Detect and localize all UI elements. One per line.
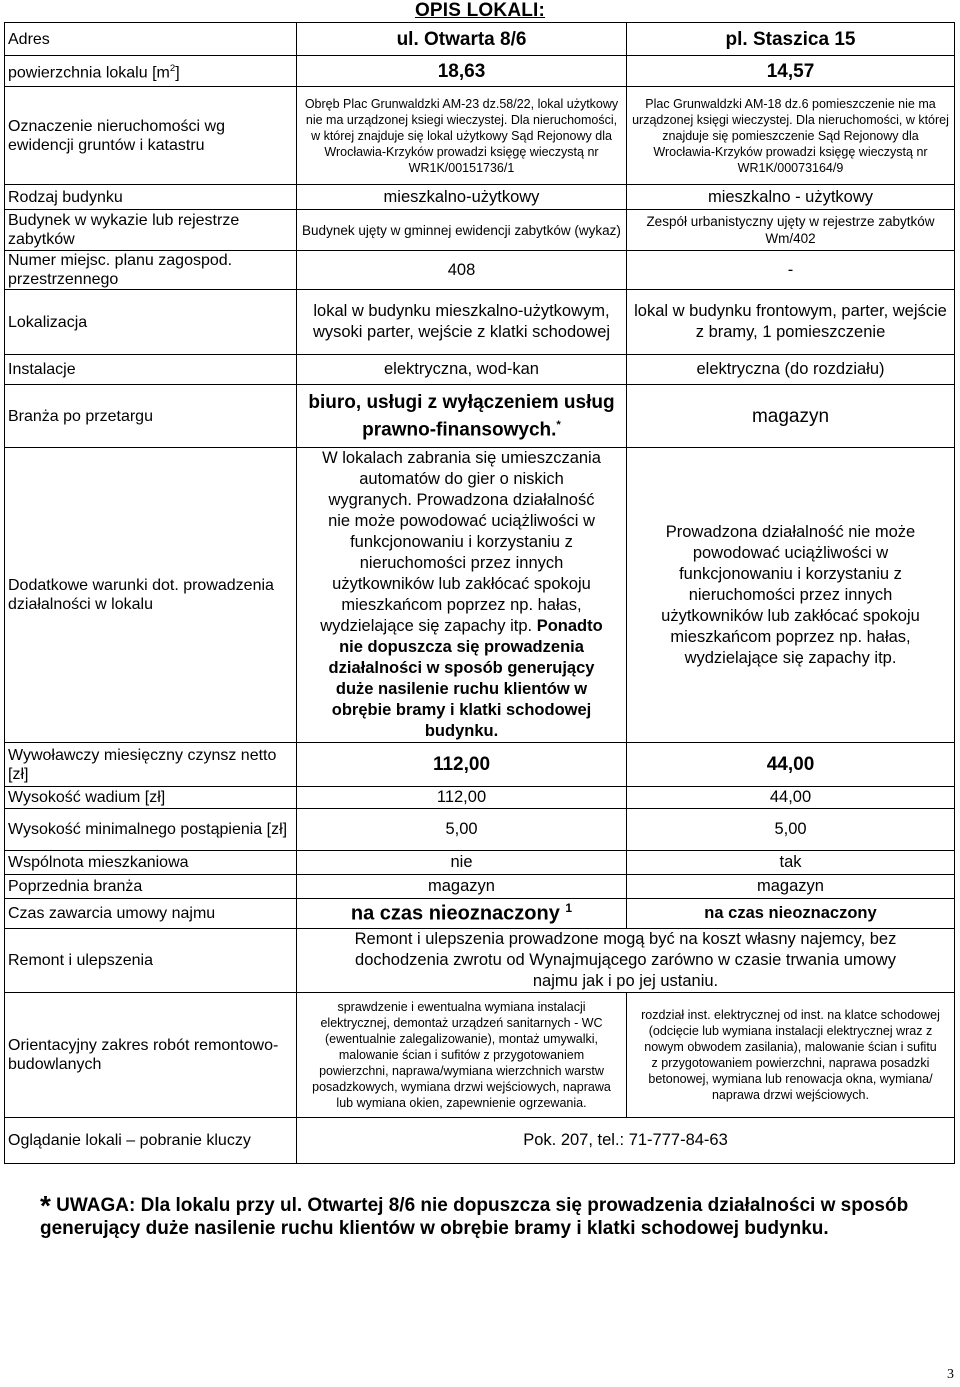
row-wadium: [5, 787, 955, 809]
branza-2: magazyn: [627, 385, 955, 448]
label-postapienie: Wysokość minimalnego postąpienia [zł]: [5, 809, 297, 851]
row-branza: [5, 385, 955, 448]
label-powierzchnia: powierzchnia lokalu $[m^2]$: [5, 56, 297, 87]
row-budynek: [5, 210, 955, 251]
oznaczenie-2: Plac Grunwaldzki AM-18 dz.6 pomieszczenie nie ma urządzonej księgi wieczystej. Dla nieruchomości, w której znajduje się pomieszczenie Sąd Rejonowy dla Wrocławia-Krzyków prowadzi księgę wieczystą nr WR1K/00073164/9: [627, 87, 955, 185]
ogladanie-value: Pok. 207, tel.: 71-777-84-63: [297, 1118, 955, 1164]
label-oznaczenie: Oznaczenie nieruchomości wg ewidencji gruntów i katastru: [5, 87, 297, 185]
label-lokalizacja: Lokalizacja: [5, 290, 297, 355]
lokalizacja-1: lokal w budynku mieszkalno-użytkowym, wysoki parter, wejście z klatki schodowej: [297, 290, 627, 355]
wadium-2: 44,00: [627, 787, 955, 809]
row-wspolnota: [5, 851, 955, 875]
page-title: OPIS LOKALI:: [414, 0, 546, 21]
poprzednia-1: magazyn: [297, 875, 627, 899]
lokalizacja-2: lokal w budynku frontowym, parter, wejście z bramy, 1 pomieszczenie: [627, 290, 955, 355]
budynek-1: Budynek ujęty w gminnej ewidencji zabytków (wykaz): [297, 210, 627, 251]
czynsz-1: 112,00: [297, 743, 627, 787]
oznaczenie-1: Obręb Plac Grunwaldzki AM-23 dz.58/22, lokal użytkowy nie ma urządzonej ksiegi wieczystej. Dla nieruchomości, w której znajduje się lokal użytkowy Sąd Rejonowy dla Wrocławia-Krzyków prowadzi księgę wieczystą nr WR1K/00151736/1: [297, 87, 627, 185]
row-adres: [5, 23, 955, 56]
label-wspolnota: Wspólnota mieszkaniowa: [5, 851, 297, 875]
rodzaj-2: mieszkalno - użytkowy: [627, 185, 955, 210]
row-postapienie: [5, 809, 955, 851]
powierzchnia-1: 18,63: [297, 56, 627, 87]
czas-2: na czas nieoznaczony: [627, 899, 955, 929]
czas-1: na czas nieoznaczony $^1$: [297, 899, 627, 929]
czynsz-2: 44,00: [627, 743, 955, 787]
row-lokalizacja: [5, 290, 955, 355]
row-powierzchnia: [5, 56, 955, 87]
branza-1: biuro, usługi z wyłączeniem usług prawno-finansowych.*: [297, 385, 627, 448]
row-rodzaj: [5, 185, 955, 210]
label-ogladanie: Oglądanie lokali – pobranie kluczy: [5, 1118, 297, 1164]
poprzednia-2: magazyn: [627, 875, 955, 899]
row-poprzednia: [5, 875, 955, 899]
wspolnota-1: nie: [297, 851, 627, 875]
label-dodatkowe: Dodatkowe warunki dot. prowadzenia działalności w lokalu: [5, 448, 297, 743]
powierzchnia-2: 14,57: [627, 56, 955, 87]
label-rodzaj: Rodzaj budynku: [5, 185, 297, 210]
warning-note: * UWAGA: Dla lokalu przy ul. Otwartej 8/6 nie dopuszcza się prowadzenia działalności w sposób generujący duże nasilenie ruchu klientów w obrębie bramy i klatki schodowej budynku.: [40, 1190, 909, 1239]
label-remont: Remont i ulepszenia: [5, 929, 297, 993]
label-branza: Branża po przetargu: [5, 385, 297, 448]
budynek-2: Zespół urbanistyczny ujęty w rejestrze zabytków Wm/402: [627, 210, 955, 251]
wspolnota-2: tak: [627, 851, 955, 875]
postapienie-1: 5,00: [297, 809, 627, 851]
label-wadium: Wysokość wadium [zł]: [5, 787, 297, 809]
label-zakres: Orientacyjny zakres robót remontowo-budowlanych: [5, 993, 297, 1118]
adres-1: ul. Otwarta 8/6: [297, 23, 627, 56]
label-poprzednia: Poprzednia branża: [5, 875, 297, 899]
row-czynsz: [5, 743, 955, 787]
remont-value: Remont i ulepszenia prowadzone mogą być na koszt własny najemcy, bez dochodzenia zwrotu od Wynajmującego zarówno w czasie trwania umowy najmu jak i po jej ustaniu.: [297, 929, 955, 993]
numer-1: 408: [297, 251, 627, 290]
dodatkowe-1: W lokalach zabrania się umieszczania automatów do gier o niskich wygranych. Prowadzona działalność nie może powodować uciążliwości w funkcjonowaniu i korzystaniu z nieruchomości przez innych użytkowników lub zakłócać spokoju mieszkańcom poprzez np. hałas, wydzielające się zapachy itp. Ponadto nie dopuszcza się prowadzenia działalności w sposób generujący duże nasilenie ruchu klientów w obrębie bramy i klatki schodowej budynku.: [297, 448, 627, 743]
row-numer: [5, 251, 955, 290]
label-budynek: Budynek w wykazie lub rejestrze zabytków: [5, 210, 297, 251]
row-oznaczenie: [5, 87, 955, 185]
label-czynsz: Wywoławczy miesięczny czynsz netto [zł]: [5, 743, 297, 787]
rodzaj-1: mieszkalno-użytkowy: [297, 185, 627, 210]
premises-table: [4, 22, 955, 1164]
row-instalacje: [5, 355, 955, 385]
row-ogladanie: [5, 1118, 955, 1164]
postapienie-2: 5,00: [627, 809, 955, 851]
instalacje-1: elektryczna, wod-kan: [297, 355, 627, 385]
numer-2: -: [627, 251, 955, 290]
label-adres: Adres: [5, 23, 297, 56]
wadium-1: 112,00: [297, 787, 627, 809]
dodatkowe-2: Prowadzona działalność nie może powodować uciążliwości w funkcjonowaniu i korzystaniu z nieruchomości przez innych użytkowników lub zakłócać spokoju mieszkańcom poprzez np. hałas, wydzielające się zapachy itp.: [627, 448, 955, 743]
label-czas: Czas zawarcia umowy najmu: [5, 899, 297, 929]
zakres-1: sprawdzenie i ewentualna wymiana instalacji elektrycznej, demontaż urządzeń sanitarnych - WC (ewentualnie zalegalizowanie), montaż umywalki, malowanie ścian i sufitów z przygotowaniem powierzchni, naprawa/wymiana wierzchnich warstw posadzkowych, wymiana drzwi wejściowych, naprawa lub wymiana okien, zapewnienie ogrzewania.: [297, 993, 627, 1118]
row-czas: [5, 899, 955, 929]
label-instalacje: Instalacje: [5, 355, 297, 385]
row-remont: [5, 929, 955, 993]
label-numer: Numer miejsc. planu zagospod. przestrzennego: [5, 251, 297, 290]
adres-2: pl. Staszica 15: [627, 23, 955, 56]
instalacje-2: elektryczna (do rozdziału): [627, 355, 955, 385]
zakres-2: rozdział inst. elektrycznej od inst. na klatce schodowej (odcięcie lub wymiana instalacji elektrycznej wraz z nowym obwodem zasilania), malowanie ścian i sufitu z przygotowaniem powierzchni, naprawa posadzki betonowej, wymiana lub renowacja okna, wymiana/ naprawa drzwi wejściowych.: [627, 993, 955, 1118]
row-zakres: [5, 993, 955, 1118]
page-number: 3: [947, 1367, 954, 1382]
row-dodatkowe: [5, 448, 955, 743]
